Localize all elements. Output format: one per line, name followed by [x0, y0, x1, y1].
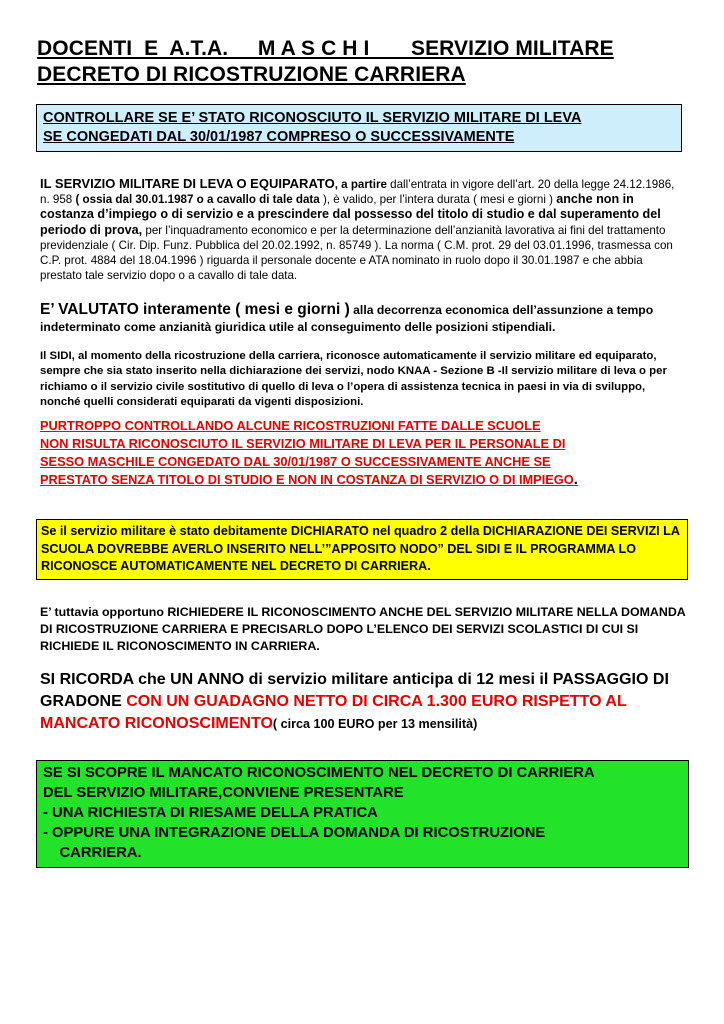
- title-block: [37, 36, 697, 88]
- intro-text3: per l’inquadramento economico e per la determinazione dell’anzianità lavorativa ai fini del trattamento previdenziale ( Cir. Dip. Funz. Pubblica del 20.02.1992, n. 85749 ). La norma ( C.M. prot. 29 del 03.01.1996, trasmessa con C.P. prot. 4884 del 18.04.1996 ) riguarda il personale docente e ATA nominato in ruolo dopo il 30.01.1987 e che abbia prestato tale servizio dopo o a cavallo di tale data.: [40, 223, 673, 283]
- intro-date: ( ossia dal 30.01.1987 o a cavallo di tale data: [75, 193, 320, 207]
- green-item1: - UNA RICHIESTA DI RIESAME DELLA PRATICA: [43, 805, 378, 821]
- request-paragraph: [40, 604, 686, 655]
- green-item2: - OPPURE UNA INTEGRAZIONE DELLA DOMANDA DI RICOSTRUZIONE: [43, 825, 546, 841]
- yellow-text1: Se il servizio militare è stato debitamente: [41, 524, 291, 538]
- reminder-text1: SI RICORDA che UN ANNO di servizio militare anticipa di 12 mesi il PASSAGGIO DI GRADONE: [40, 671, 669, 710]
- intro-text2: ), è valido, per l’intera durata ( mesi e giorni ): [319, 193, 557, 207]
- warning-end: .: [573, 471, 578, 488]
- warning-line4: PRESTATO SENZA TITOLO DI STUDIO E NON IN COSTANZA DI SERVIZIO O DI IMPIEGO: [40, 472, 574, 487]
- page-title-line1: DOCENTI E A.T.A. M A S C H I SERVIZIO MILITARE: [37, 37, 614, 60]
- intro-from: , a partire: [334, 178, 387, 191]
- green-box: [36, 760, 689, 868]
- intro-heading: IL SERVIZIO MILITARE DI LEVA O EQUIPARATO: [40, 176, 335, 191]
- warning-block: [40, 417, 700, 489]
- warning-line2: NON RISULTA RICONOSCIUTO IL SERVIZIO MILITARE DI LEVA PER IL PERSONALE DI: [40, 436, 566, 451]
- notice-box: [36, 104, 682, 152]
- notice-line1: CONTROLLARE SE E’ STATO RICONOSCIUTO IL SERVIZIO MILITARE DI LEVA: [43, 110, 582, 126]
- yellow-text2: DICHIARATO nel quadro 2 della DICHIARAZIONE DEI SERVIZI LA SCUOLA DOVREBBE AVERLO INSERITO NELL’”APPOSITO NODO” DEL SIDI E IL PROGRAMMA LO RICONOSCE AUTOMATICAMENTE NEL DECRETO DI CARRIERA.: [41, 524, 680, 574]
- sidi-paragraph: Il SIDI, al momento della ricostruzione della carriera, riconosce automaticamente il servizio militare ed equiparato, sempre che sia stato inserito nella dichiarazione dei servizi, nodo KNAA - Sezione B -Il servizio militare di leva o per richiamo o il servizio civile sostitutivo di quello di leva o l’opera di assistenza tecnica in paesi in via di sviluppo, nonché quelli considerati equiparati da vigenti disposizioni.: [40, 350, 667, 409]
- warning-line1: PURTROPPO CONTROLLANDO ALCUNE RICOSTRUZIONI FATTE DALLE SCUOLE: [40, 418, 541, 433]
- request-text2: RICHIEDERE IL RICONOSCIMENTO ANCHE DEL SERVIZIO MILITARE NELLA DOMANDA DI RICOSTRUZIONE CARRIERA E PRECISARLO DOPO L’ELENCO DEI SERVIZI SCOLASTICI DI CUI SI RICHIEDE IL RICONOSCIMENTO IN CARRIERA.: [40, 605, 686, 653]
- valutato-paragraph: [40, 302, 686, 336]
- reminder-paragraph: [40, 669, 690, 735]
- valutato-text: alla decorrenza economica dell’assunzione a tempo indeterminato come anzianità giuridica utile al conseguimento delle posizioni stipendiali.: [40, 303, 654, 334]
- valutato-heading: E’ VALUTATO interamente ( mesi e giorni ): [40, 301, 350, 318]
- page-title-line2: DECRETO DI RICOSTRUZIONE CARRIERA: [37, 63, 466, 86]
- intro-paragraph: [40, 175, 686, 283]
- notice-line2: SE CONGEDATI DAL 30/01/1987 COMPRESO O SUCCESSIVAMENTE: [43, 129, 515, 145]
- intro-text1: dall’entrata in vigore dell’art. 20 della legge 24.12.1986, n. 958: [40, 178, 675, 207]
- reminder-gain: CON UN GUADAGNO NETTO DI CIRCA 1.300 EURO RISPETTO AL MANCATO RICONOSCIMENTO: [40, 693, 627, 732]
- intro-condition: anche non in costanza d’impiego o di servizio e a prescindere dal possesso del titolo di studio e dal superamento del periodo di prova,: [40, 192, 661, 237]
- warning-line4-wrap: [40, 471, 700, 489]
- green-item2-cont: CARRIERA.: [43, 845, 142, 861]
- request-text1: E’ tuttavia opportuno: [40, 605, 168, 619]
- warning-line3: SESSO MASCHILE CONGEDATO DAL 30/01/1987 O SUCCESSIVAMENTE ANCHE SE: [40, 454, 551, 469]
- reminder-note: ( circa 100 EURO per 13 mensilità): [272, 717, 478, 731]
- green-line2: DEL SERVIZIO MILITARE,CONVIENE PRESENTARE: [43, 785, 404, 801]
- green-line1: SE SI SCOPRE IL MANCATO RICONOSCIMENTO NEL DECRETO DI CARRIERA: [43, 765, 595, 781]
- yellow-box: [36, 519, 688, 580]
